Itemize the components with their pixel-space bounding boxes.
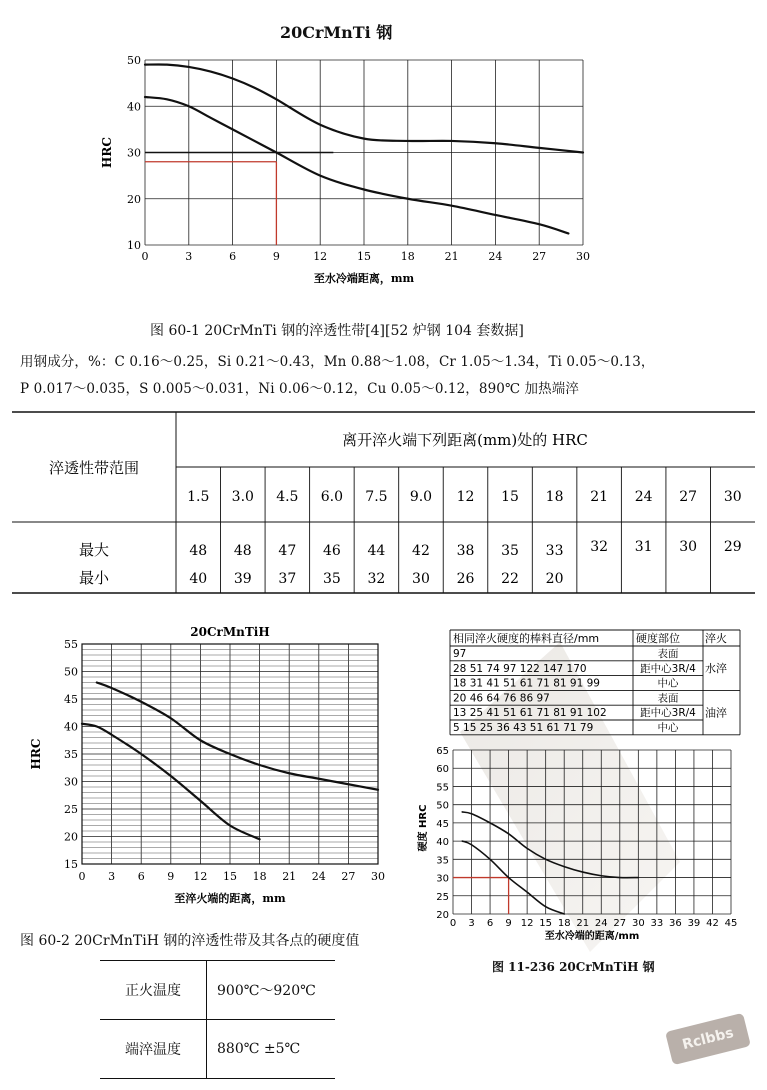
chart3-y-tick-label: 60 bbox=[436, 764, 449, 776]
chart2-series-max bbox=[97, 683, 378, 790]
normalize-label: 正火温度 bbox=[100, 961, 207, 1020]
chart2-title: 20CrMnTiH bbox=[190, 625, 270, 639]
chart3-x-tick-label: 3 bbox=[468, 918, 475, 929]
chart3-y-tick-label: 55 bbox=[436, 782, 449, 794]
table-max-cell: 31 bbox=[634, 539, 653, 555]
table-min-cell: 22 bbox=[501, 571, 519, 587]
table-distance-cell: 7.5 bbox=[365, 489, 388, 505]
chart2-x-tick-label: 24 bbox=[311, 870, 326, 883]
composition-line-1: 用钢成分，%：C 0.16～0.25，Si 0.21～0.43，Mn 0.88～1.08，Cr 1.05～1.34，Ti 0.05～0.13， bbox=[20, 354, 655, 370]
hardenability-table bbox=[0, 405, 767, 600]
table-min-cell: 39 bbox=[233, 571, 252, 587]
table-range-header: 淬透性带范围 bbox=[48, 459, 140, 477]
chart2-x-tick-label: 12 bbox=[193, 870, 208, 883]
table-min-cell: 35 bbox=[322, 571, 341, 587]
chart3-y-tick-label: 30 bbox=[436, 873, 449, 885]
table-distance-cell: 3.0 bbox=[231, 489, 254, 505]
chart3-x-tick-label: 12 bbox=[520, 918, 534, 929]
table-distance-cell: 15 bbox=[501, 489, 519, 505]
chart3-x-tick-label: 24 bbox=[594, 918, 608, 929]
nomo-position: 中心 bbox=[657, 722, 679, 734]
table-max-cell: 29 bbox=[723, 539, 742, 555]
chart2-y-tick-label: 25 bbox=[64, 803, 78, 816]
chart2-x-tick-label: 3 bbox=[108, 870, 116, 883]
chart1-y-tick-label: 30 bbox=[127, 146, 141, 160]
chart3-y-tick-label: 20 bbox=[436, 910, 449, 921]
table-distance-cell: 18 bbox=[545, 489, 564, 505]
nomo-bar-header: 相同淬火硬度的棒料直径/mm bbox=[453, 632, 600, 645]
table-min-cell: 26 bbox=[456, 571, 475, 587]
chart1-series-min bbox=[145, 97, 568, 233]
chart2-x-tick-label: 18 bbox=[252, 870, 267, 883]
nomo-position: 距中心3R/4 bbox=[640, 707, 696, 720]
chart2-y-tick-label: 20 bbox=[64, 830, 78, 844]
chart3-y-tick-label: 45 bbox=[436, 818, 449, 830]
chart3-x-tick-label: 45 bbox=[724, 918, 738, 929]
chart3-x-tick-label: 36 bbox=[669, 918, 682, 929]
nomo-position: 距中心3R/4 bbox=[640, 662, 696, 675]
chart3-x-axis-label: 至水冷端的距离/mm bbox=[544, 931, 640, 942]
nomo-pos-header: 硬度部位 bbox=[636, 632, 680, 645]
chart2-y-tick-label: 15 bbox=[64, 858, 78, 871]
chart2-x-tick-label: 6 bbox=[137, 870, 145, 883]
composition-line-2: P 0.017～0.035，S 0.005～0.031，Ni 0.06～0.12，Cu 0.05～0.12，890℃ 加热端淬 bbox=[20, 381, 579, 397]
chart2-x-tick-label: 0 bbox=[78, 870, 86, 883]
chart2-y-tick-label: 30 bbox=[64, 775, 78, 789]
figure1-caption: 图 60-1 20CrMnTi 钢的淬透性带[4][52 炉钢 104 套数据] bbox=[150, 323, 524, 339]
chart1-x-tick-label: 27 bbox=[532, 250, 547, 263]
chart1-x-tick-label: 12 bbox=[313, 250, 328, 263]
figure1-title: 20CrMnTi 钢 bbox=[280, 23, 393, 42]
nomo-position: 表面 bbox=[657, 648, 679, 660]
table-min-cell: 20 bbox=[545, 571, 564, 587]
nomo-diameters: 28 51 74 97 122 147 170 bbox=[453, 662, 587, 675]
table-max-cell: 47 bbox=[278, 543, 297, 559]
table-distance-cell: 1.5 bbox=[187, 489, 210, 505]
chart1-x-tick-label: 3 bbox=[185, 250, 193, 263]
chart1-x-tick-label: 6 bbox=[229, 250, 237, 263]
table-max-cell: 42 bbox=[412, 543, 430, 559]
chart2-y-tick-label: 50 bbox=[64, 665, 78, 679]
chart1-y-tick-label: 10 bbox=[127, 239, 141, 252]
table-distance-cell: 27 bbox=[679, 489, 698, 505]
chart2-y-axis-label: HRC bbox=[29, 738, 43, 770]
nomo-diameters: 13 25 41 51 61 71 81 91 102 bbox=[453, 707, 607, 720]
chart1-y-axis-label: HRC bbox=[100, 137, 114, 168]
table-max-label: 最大 bbox=[78, 541, 110, 559]
temperature-table bbox=[100, 960, 335, 1079]
nomo-diameters: 97 bbox=[453, 648, 467, 660]
chart2-y-tick-label: 35 bbox=[64, 748, 78, 761]
table-max-cell: 46 bbox=[322, 543, 341, 559]
chart2-y-tick-label: 55 bbox=[64, 638, 78, 651]
chart3-x-tick-label: 18 bbox=[557, 918, 571, 929]
chart1-x-tick-label: 18 bbox=[400, 250, 415, 263]
nomo-diameters: 5 15 25 36 43 51 61 71 79 bbox=[453, 722, 594, 734]
chart1-y-tick-label: 20 bbox=[127, 192, 141, 206]
table-max-cell: 33 bbox=[545, 543, 564, 559]
table-max-cell: 30 bbox=[679, 539, 698, 555]
chart1-y-tick-label: 40 bbox=[127, 100, 141, 114]
chart2-x-tick-label: 27 bbox=[341, 870, 356, 883]
chart2-x-tick-label: 15 bbox=[223, 870, 237, 883]
chart2-x-tick-label: 21 bbox=[282, 870, 297, 883]
nomo-quench-header: 淬火 bbox=[705, 632, 727, 645]
nomo-water: 水淬 bbox=[705, 662, 727, 676]
chart3-x-tick-label: 42 bbox=[706, 918, 719, 929]
chart3-y-tick-label: 35 bbox=[436, 855, 449, 867]
table-max-cell: 35 bbox=[501, 543, 519, 559]
table-max-cell: 48 bbox=[189, 543, 208, 559]
table-distance-cell: 6.0 bbox=[320, 489, 344, 505]
chart3-y-tick-label: 50 bbox=[436, 800, 449, 812]
table-min-cell: 37 bbox=[278, 571, 297, 587]
chart3-x-tick-label: 9 bbox=[505, 918, 512, 929]
table-distance-header: 离开淬火端下列距离(mm)处的 HRC bbox=[342, 431, 588, 449]
chart3-x-tick-label: 0 bbox=[449, 918, 457, 929]
table-distance-cell: 4.5 bbox=[276, 489, 299, 505]
chart3-x-tick-label: 33 bbox=[650, 918, 664, 929]
table-min-label: 最小 bbox=[78, 569, 110, 587]
chart3-y-tick-label: 65 bbox=[436, 746, 449, 757]
chart2-y-tick-label: 45 bbox=[64, 693, 78, 706]
chart3-x-tick-label: 6 bbox=[486, 918, 494, 929]
chart1-x-tick-label: 9 bbox=[272, 250, 280, 263]
chart1-x-tick-label: 24 bbox=[488, 250, 503, 263]
nomo-diameters: 20 46 64 76 86 97 bbox=[453, 692, 550, 705]
table-min-cell: 32 bbox=[367, 571, 386, 587]
table-distance-cell: 30 bbox=[723, 489, 742, 505]
normalize-value: 900℃～920℃ bbox=[207, 961, 336, 1020]
table-max-cell: 44 bbox=[367, 543, 386, 559]
figure2-caption: 图 60-2 20CrMnTiH 钢的淬透性带及其各点的硬度值 bbox=[20, 933, 360, 949]
figure2-chart bbox=[20, 620, 410, 920]
table-min-cell: 30 bbox=[412, 571, 430, 587]
table-distance-cell: 24 bbox=[634, 489, 653, 505]
figure1-chart bbox=[95, 55, 615, 300]
figure3-panel bbox=[418, 622, 767, 957]
table-max-cell: 32 bbox=[590, 539, 609, 555]
chart1-x-axis-label: 至水冷端距离，mm bbox=[313, 272, 415, 285]
nomo-position: 表面 bbox=[657, 692, 679, 705]
figure3-caption: 图 11-236 20CrMnTiH 钢 bbox=[492, 960, 655, 974]
quench-label: 端淬温度 bbox=[100, 1020, 207, 1079]
chart3-x-tick-label: 39 bbox=[687, 918, 701, 929]
chart3-x-tick-label: 27 bbox=[613, 918, 627, 929]
chart2-x-axis-label: 至淬火端的距离，mm bbox=[174, 892, 286, 905]
table-distance-cell: 12 bbox=[456, 489, 475, 505]
chart2-x-tick-label: 9 bbox=[167, 870, 175, 883]
table-max-cell: 48 bbox=[233, 543, 252, 559]
watermark-logo: Rclbbs bbox=[665, 1013, 751, 1065]
chart3-y-axis-label: 硬度 HRC bbox=[418, 804, 429, 852]
chart3-x-tick-label: 15 bbox=[539, 918, 553, 929]
quench-value: 880℃ ±5℃ bbox=[207, 1020, 336, 1079]
chart3-x-tick-label: 21 bbox=[576, 918, 590, 929]
table-max-cell: 38 bbox=[456, 543, 475, 559]
nomo-oil: 油淬 bbox=[705, 706, 727, 720]
nomo-diameters: 18 31 41 51 61 71 81 91 99 bbox=[453, 677, 600, 690]
chart1-x-tick-label: 21 bbox=[444, 250, 459, 263]
table-distance-cell: 21 bbox=[590, 489, 609, 505]
chart2-x-tick-label: 30 bbox=[371, 870, 385, 883]
nomo-position: 中心 bbox=[657, 677, 679, 690]
table-min-cell: 40 bbox=[189, 571, 208, 587]
chart1-x-tick-label: 30 bbox=[576, 250, 590, 263]
chart3-y-tick-label: 25 bbox=[436, 891, 449, 903]
chart1-x-tick-label: 0 bbox=[141, 250, 149, 263]
chart1-x-tick-label: 15 bbox=[357, 250, 371, 263]
table-distance-cell: 9.0 bbox=[409, 489, 433, 505]
chart2-y-tick-label: 40 bbox=[64, 720, 78, 734]
chart3-x-tick-label: 30 bbox=[631, 918, 645, 929]
chart1-y-tick-label: 50 bbox=[127, 54, 141, 67]
chart3-y-tick-label: 40 bbox=[436, 837, 449, 849]
